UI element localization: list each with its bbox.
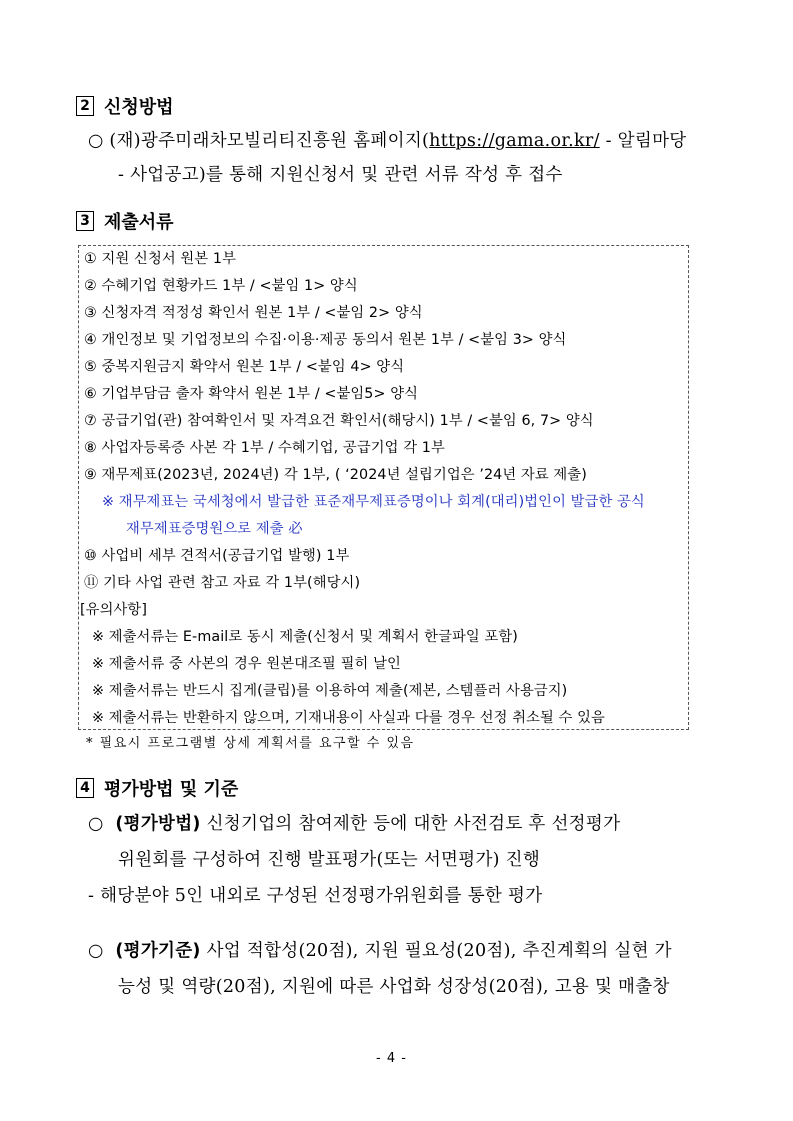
financial-statement-note-cont: 재무제표증명원으로 제출 必: [126, 521, 303, 537]
caution-3: ※ 제출서류는 반드시 집게(클립)를 이용하여 제출(제본, 스템플러 사용금지): [92, 683, 568, 699]
eval-criteria-label: (평가기준): [115, 941, 201, 961]
financial-statement-note: ※ 재무제표는 국세청에서 발급한 표준재무제표증명이나 회계(대리)법인이 발급한 공식: [102, 494, 645, 510]
doc-item-7: ⑦ 공급기업(관) 참여확인서 및 자격요건 확인서(해당시) 1부 / <붙임 6, 7> 양식: [84, 413, 594, 429]
doc-item-9: ⑨ 재무제표(2023년, 2024년) 각 1부, ( ‘2024년 설립기업은 ’24년 자료 제출): [84, 467, 587, 483]
caution-4: ※ 제출서류는 반환하지 않으며, 기재내용이 사실과 다를 경우 선정 취소될 수 있음: [92, 710, 605, 726]
doc-item-4: ④ 개인정보 및 기업정보의 수집·이용·제공 동의서 원본 1부 / <붙임 3> 양식: [84, 332, 567, 348]
caution-2: ※ 제출서류 중 사본의 경우 원본대조필 필히 날인: [92, 656, 401, 672]
doc-item-5: ⑤ 중복지원금지 확약서 원본 1부 / <붙임 4> 양식: [84, 359, 405, 375]
eval-criteria-line1: [88, 937, 672, 962]
eval-criteria-text: 사업 적합성(20점), 지원 필요성(20점), 추진계획의 실현 가: [200, 941, 672, 961]
section2-line1-post: - 알림마당: [599, 131, 687, 151]
doc-item-8: ⑧ 사업자등록증 사본 각 1부 / 수혜기업, 공급기업 각 1부: [84, 440, 445, 456]
doc-item-10: ⑩ 사업비 세부 견적서(공급기업 발행) 1부: [84, 548, 350, 564]
section3-heading: [76, 208, 174, 234]
caution-title: [유의사항]: [80, 602, 147, 618]
eval-method-label: (평가방법): [115, 814, 201, 834]
doc-item-1: ① 지원 신청서 원본 1부: [84, 251, 236, 267]
gama-homepage-link[interactable]: https://gama.or.kr/: [429, 131, 600, 151]
caution-1: ※ 제출서류는 E-mail로 동시 제출(신청서 및 계획서 한글파일 포함): [92, 629, 518, 645]
section2-line1-pre: ○ (재)광주미래차모빌리티진흥원 홈페이지(: [88, 131, 430, 151]
section3-number: 3: [76, 211, 94, 231]
eval-method-text: 신청기업의 참여제한 등에 대한 사전검토 후 선정평가: [200, 814, 621, 834]
doc-item-6: ⑥ 기업부담금 출자 확약서 원본 1부 / <붙임5> 양식: [84, 386, 419, 402]
eval-criteria-bullet: ○: [88, 941, 104, 961]
section3-title: 제출서류: [104, 212, 174, 233]
section2-line2: - 사업공고)를 통해 지원신청서 및 관련 서류 작성 후 접수: [118, 165, 563, 185]
section2-line1: [88, 127, 686, 152]
eval-method-bullet: ○: [88, 814, 104, 834]
section2-title: 신청방법: [104, 97, 174, 118]
section2-number: 2: [76, 96, 94, 116]
doc-item-2: ② 수혜기업 현황카드 1부 / <붙임 1> 양식: [84, 278, 358, 294]
page-number: - 4 -: [376, 1051, 407, 1066]
doc-item-11: ⑪ 기타 사업 관련 참고 자료 각 1부(해당시): [84, 575, 361, 591]
doc-item-3: ③ 신청자격 적정성 확인서 원본 1부 / <붙임 2> 양식: [84, 305, 423, 321]
section2-heading: [76, 93, 174, 119]
section4-title: 평가방법 및 기준: [104, 779, 239, 800]
eval-method-line2: 위원회를 구성하여 진행 발표평가(또는 서면평가) 진행: [118, 850, 541, 870]
eval-method-line1: [88, 810, 620, 835]
footnote: * 필요시 프로그램별 상세 계획서를 요구할 수 있음: [86, 736, 415, 751]
eval-method-line3: - 해당분야 5인 내외로 구성된 선정평가위원회를 통한 평가: [88, 886, 543, 906]
section4-number: 4: [76, 778, 94, 798]
eval-criteria-line2: 능성 및 역량(20점), 지원에 따른 사업화 성장성(20점), 고용 및 매출창: [118, 977, 670, 997]
section4-heading: [76, 775, 238, 801]
